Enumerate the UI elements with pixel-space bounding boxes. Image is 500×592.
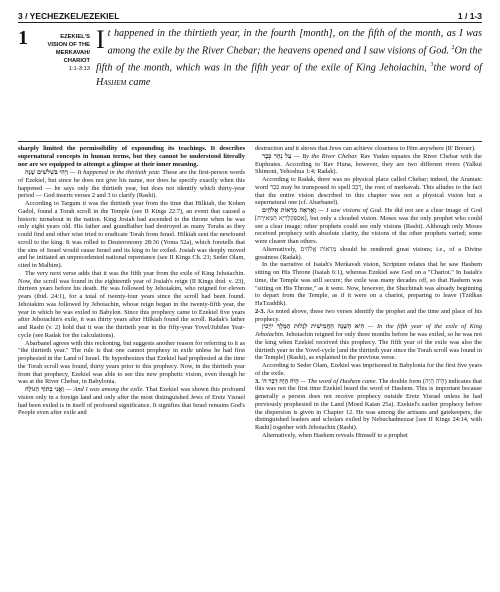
lemma-translation: — By the River Chebar. <box>291 152 358 160</box>
commentary-paragraph <box>255 207 482 246</box>
hebrew-lemma: וַיְהִי בִּשְׁלֹשִׁים שָׁנָה <box>25 169 69 176</box>
verse-num-2: 2 <box>451 45 455 51</box>
commentary-paragraph: In the narrative of Isaiah's Merkavah vision, Scripture relates that he saw Hashem sitting on His Throne (Isaiah 6:1), whereas Ezekiel saw God on a "Chariot." In Isaiah's time, the Temple was still secure; the exile was many decades off, so that Hashem was "sitting on His Throne," as it were. Now, however, the Shechinah was already beginning to depart from the Temple, as if it were on a chariot, preparing to leave (Tzidkas HaTzaddik). <box>255 261 482 307</box>
chapter-block <box>18 27 482 138</box>
commentary-rule <box>18 141 482 142</box>
paragraph-text: As noted above, these two verses identify the prophet and the time and place of his prophecy. <box>255 307 482 323</box>
divine-name: Hashem <box>96 76 127 88</box>
header-left: 3 / YECHEZKEL/EZEKIEL <box>18 11 120 21</box>
hebrew-lemma: הִיא הַשָּׁנָה הַחֲמִישִׁית לְגָלוּת הַמֶּלֶךְ יוֹיָכִין <box>262 323 365 331</box>
lemma-translation: — And I was among the exile. <box>63 386 144 393</box>
commentary-paragraph <box>18 169 245 200</box>
hebrew-lemma: עַל נְהַר כְּבָר <box>262 152 292 160</box>
drop-cap: I <box>96 25 105 54</box>
chapter-label-line: VISION OF THE <box>47 42 90 48</box>
header-rule <box>18 22 482 23</box>
commentary-paragraph: According to Radak, there was no physical place called Chebar; indeed, the Aramaic word כְּבָר may be transposed to spell רֶכֶב, the root of merkavah. This alludes to the fact that the entire vision described in this chapter was not a physical vision but a supernatural one (cf. Abarbanel). <box>255 176 483 207</box>
verse-1: t happened in the thirtieth year, in the fourth [month], on the fifth of the month, as I was among the exile by the River Chebar; the heavens opened and I saw visions of God. <box>107 28 482 57</box>
verse-text <box>96 27 482 90</box>
commentary-paragraph: destruction and it shows that Jews can achieve closeness to Him anywhere (R' Breuer). <box>255 145 476 152</box>
hebrew-lemma: וַאֲנִי בְתוֹךְ הַגּוֹלָה <box>25 386 64 393</box>
verse-3: the word of <box>433 62 482 74</box>
commentary-paragraph: Alternatively, when Hashem reveals Himself to a prophet <box>262 431 408 439</box>
chapter-label-line: MERKAVAH/ <box>55 50 90 56</box>
chapter-label-line: CHARIOT <box>63 58 90 64</box>
commentary-paragraph <box>255 153 482 176</box>
paragraph-text: That Ezekiel was shown this profound vision only in a foreign land and only after the most distinguished Jews of Eretz Yisrael had been exiled is in itself of profound significance. It signifies that Israel remains God's People even after exile and <box>18 386 245 417</box>
commentary-paragraph: Abarbanel agrees with this reckoning, but suggests another reason for referring to it as "the thirtieth year." The rule is that one cannot prophesy in exile unless he had first prophesied in the Land of Israel. He hypothesizes that Ezekiel had prophesied at the time the Torah scroll was found, thirty years prior to this prophecy. Now, in the thirtieth year from that prophecy, Ezekiel was able to see this new prophetic vision, even though he was at the River Chebar, in Babylonia. <box>18 339 245 386</box>
verse-ref: 3. <box>255 377 260 385</box>
commentary-paragraph <box>18 386 245 417</box>
header-right: 1 / 1-3 <box>457 11 482 21</box>
commentary-paragraph: Alternatively, מַרְאוֹת אֱלֹהִים should be rendered great visions; i.e., of a Divine greatness (Radak). <box>255 245 483 261</box>
commentary-paragraph: According to Seder Olam, Ezekiel was imprisoned in Babylonia for the first five years of the exile. <box>255 362 482 377</box>
lemma-translation: — I saw visions of God. <box>315 207 383 214</box>
verse-ref: 2-3. <box>255 307 266 315</box>
verse-num-3: 3 <box>430 62 434 69</box>
hebrew-lemma: וָאֶרְאֶה מַרְאוֹת אֱלֹהִים <box>262 207 316 214</box>
commentary-right-column <box>255 145 482 440</box>
verse-2: On the fifth of the month, which was in the fifth year of the exile of King Jehoiachin, <box>96 45 482 74</box>
commentary-left-column <box>18 145 245 417</box>
lemma-translation: — The word of Hashem came. <box>298 377 378 385</box>
chapter-label-line: EZEKIEL'S <box>60 34 90 40</box>
commentary-paragraph: According to Targum it was the thirtieth year from the time that Hilkiah, the Kohen Gadol, found a Torah scroll in the Temple (see II Kings 22:7), an event that caused a historic turnabout in the nation. King Josiah had ascended to the throne when he was only eight years old. His father and grandfather had destroyed as many Torahs as they could find and other wise tried to eradicate Torah from Israel. Hilkiah sent the newfound scroll to the king. It was rolled to Deuteronomy 28:36 (Yoma 52a), which foretells that the sins of Israel would cause Israel and its king to be exiled. Josiah was deeply moved and he initiated an unprecedented national repentance (see II Kings Ch. 23; Seder Olam, cited in Malbim). <box>18 200 245 269</box>
paragraph-text: Rav Yudan equates the River Chebar with the Euphrates. According to Rav Huna, however, they are two different rivers (Yalkut Shimoni, Yehoshua 1:4; Radak). <box>255 152 482 176</box>
commentary-paragraph <box>255 378 482 432</box>
verse-3-end: came <box>126 76 151 88</box>
commentary-paragraph <box>255 323 482 362</box>
hebrew-lemma: הָיֹה הָיָה דְבַר ה' <box>261 377 299 385</box>
paragraph-text: Jehoiachin reigned for only three months before he was exiled, so he was not the king when Ezekiel received this prophecy. The fifth year of the exile was also the thirtieth year in the Yovel-cycle [and the thirtieth year since the Torah scroll was found in the Temple] (Rashi), as explained in the previous verse. <box>255 331 482 362</box>
paragraph-text: These are the first-person words of Ezekiel, but since he does not give his name, nor does he specify exactly when this happened — he says only the thirtieth year, but does not identify which thirty-year period — God inserts verses 2 and 3 to clarify (Rashi). <box>18 169 245 200</box>
lemma-translation: — It happened in the thirtieth year. <box>68 169 161 176</box>
paragraph-text: The double form (הָיֹה הָיָה) indicates that this was not the first time Ezekiel heard the word of Hashem. This is important because generally a person does not receive prophecy outside Eretz Yisrael unless he had previously prophesied in the Land (Moed Katan 25a). Ezekiel's earlier prophecy before the dispersion is given in Chapter 12. He was among the artisans and gatekeepers, the distinguished leaders and scholars exiled by Nebuchadnezzar [see II Kings 24:14, with Rashi] together with Jehoiachin (Rashi). <box>255 377 482 431</box>
commentary-paragraph: The very next verse adds that it was the fifth year from the exile of King Jehoiachin. Now, the scroll was found in the eighteenth year of Josiah's reign (II Kings ibid. v. 23), thirteen years before his death. He was followed by Jehoiakim, who reigned for eleven years (ibid. 24:1), for a total of twenty-four years since the scroll had been found. Jehoiakim was followed by Jehoiachin, whose reign began in the twenty-fifth year, the year in which he was exiled to Babylon. Since this prophecy came to Ezekiel five years after Jehoiachin's exile, it was thirty years after Hilkiah found the scroll. Radak's father and Rashi (v. 2) hold that it was the thirtieth year in the fifty-year Yovel/Jubilee Year-cycle (see Radak for the calculations). <box>18 269 245 339</box>
chapter-ref: 1:1-3:13 <box>68 66 90 72</box>
chapter-number: 1 <box>18 27 28 49</box>
paragraph-text: He did not see a clear image of God [אַסְפַּקְלַרְיָא הַמְּאִירָה], but only a clouded vision. Moses was the only prophet who could see a clear image; other prophets could see only visions (Rashi). Although only Moses received prophecy with absolute clarity, the visions of the other prophets varied; some were clearer than others. <box>255 207 483 245</box>
commentary-intro: sharply limited the permissibility of expounding its teachings. It describes supernatural concepts in human terms, but they cannot be understood literally nor are we equipped to attempt a glimpse at their inner meaning. <box>18 145 245 168</box>
lemma-translation: — In the fifth year of the exile of King Jehoiachin. <box>255 323 482 338</box>
commentary-paragraph <box>255 308 482 324</box>
running-header <box>18 5 482 21</box>
chapter-label <box>30 33 90 73</box>
